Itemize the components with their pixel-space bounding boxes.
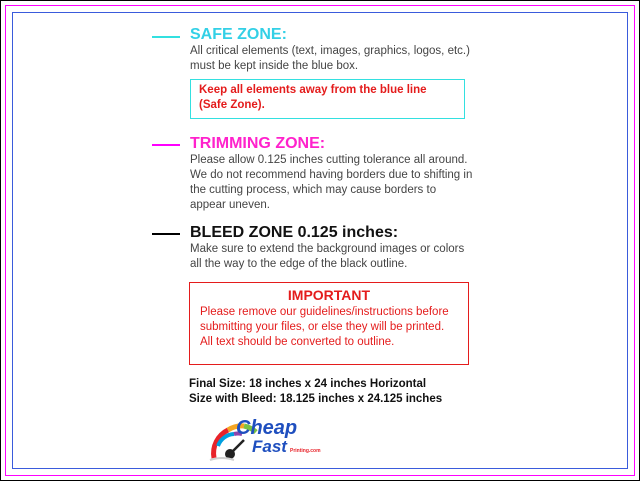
safe-zone-note-line: Keep all elements away from the blue line	[199, 84, 427, 96]
trimming-zone-title: TRIMMING ZONE:	[190, 135, 326, 152]
logo-word-fast: Fast	[252, 437, 287, 456]
important-notice-box	[189, 282, 469, 365]
safe-zone-legend-line	[152, 36, 180, 38]
final-size-text: Final Size: 18 inches x 24 inches Horizontal	[189, 378, 427, 390]
size-with-bleed-text: Size with Bleed: 18.125 inches x 24.125 inches	[189, 393, 443, 405]
important-title: IMPORTANT	[287, 287, 371, 303]
bleed-zone-desc-line: all the way to the edge of the black outline.	[190, 258, 408, 270]
safe-zone-note-line: (Safe Zone).	[199, 99, 265, 111]
trimming-zone-desc-line: Please allow 0.125 inches cutting tolerance all around.	[190, 154, 468, 166]
size-info	[189, 377, 442, 407]
bleed-zone-desc-line: Make sure to extend the background images or colors	[190, 243, 465, 255]
safe-zone-desc-line: All critical elements (text, images, graphics, logos, etc.)	[190, 45, 470, 57]
trimming-zone-legend-line	[152, 144, 180, 146]
safe-zone-description	[190, 44, 470, 74]
bleed-zone-legend-line	[152, 233, 180, 235]
logo-word-printing: Printing.com	[290, 448, 321, 454]
trimming-zone-desc-line: appear uneven.	[190, 199, 270, 211]
trimming-zone-description	[190, 153, 472, 213]
bleed-zone-description	[190, 242, 464, 272]
important-line: Please remove our guidelines/instructions before	[200, 306, 449, 318]
trimming-zone-desc-line: the cutting process, which may cause borders to	[190, 184, 437, 196]
safe-zone-desc-line: must be kept inside the blue box.	[190, 60, 359, 72]
important-line: All text should be converted to outline.	[200, 336, 395, 348]
safe-zone-title: SAFE ZONE:	[190, 26, 287, 43]
bleed-zone-title: BLEED ZONE 0.125 inches:	[190, 224, 399, 241]
safe-zone-note-box	[190, 79, 465, 119]
important-line: submitting your files, or else they will be printed.	[200, 321, 445, 333]
cheap-fast-printing-logo	[208, 416, 328, 468]
trimming-zone-desc-line: We do not recommend having borders due to shifting in	[190, 169, 473, 181]
logo-word-cheap: Cheap	[236, 417, 298, 439]
